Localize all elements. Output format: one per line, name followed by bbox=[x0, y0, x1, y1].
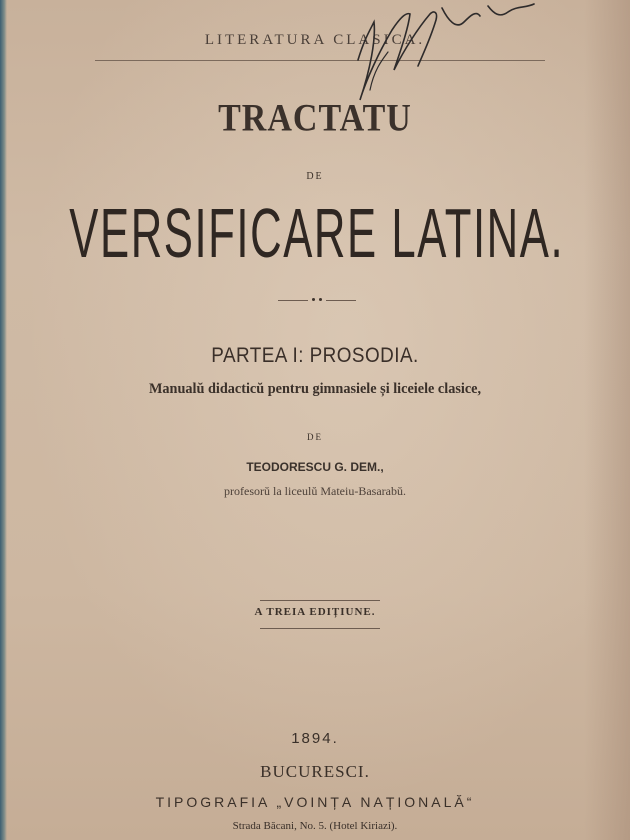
publication-city: BUCURESCI. bbox=[260, 762, 370, 781]
title-ornament bbox=[0, 294, 630, 306]
part-heading: PARTEA I: PROSODIA. bbox=[211, 344, 419, 367]
edition-rule-top bbox=[260, 600, 380, 601]
printer-name: TIPOGRAFIA „VOINȚA NAȚIONALĂ“ bbox=[155, 794, 475, 810]
author-name: TEODORESCU G. DEM., bbox=[246, 460, 384, 474]
ornament-line-right bbox=[326, 300, 356, 301]
author-role: profesorŭ la liceulŭ Mateiu-Basarabŭ. bbox=[224, 484, 406, 498]
ornament-line-left bbox=[278, 300, 308, 301]
subtitle-description: Manualŭ didacticŭ pentru gimnasiele și liceiele clasice, bbox=[148, 381, 482, 397]
printer-address: Strada Băcani, No. 5. (Hotel Kiriazi). bbox=[232, 820, 398, 832]
title-line-1: TRACTATU bbox=[218, 97, 412, 140]
ornament-dot-left bbox=[312, 298, 315, 301]
edition-rule-bottom bbox=[260, 628, 380, 629]
series-heading: LITERATURA CLASICA. bbox=[204, 32, 426, 48]
author-connector: DE bbox=[307, 432, 323, 442]
handwritten-signature bbox=[330, 0, 540, 110]
title-line-2: VERSIFICARE LATINA. bbox=[69, 193, 565, 272]
ornament-dot-right bbox=[319, 298, 322, 301]
title-connector: DE bbox=[306, 171, 324, 182]
edition-label: A TREIA EDIȚIUNE. bbox=[254, 606, 376, 618]
publication-year: 1894. bbox=[291, 730, 339, 747]
